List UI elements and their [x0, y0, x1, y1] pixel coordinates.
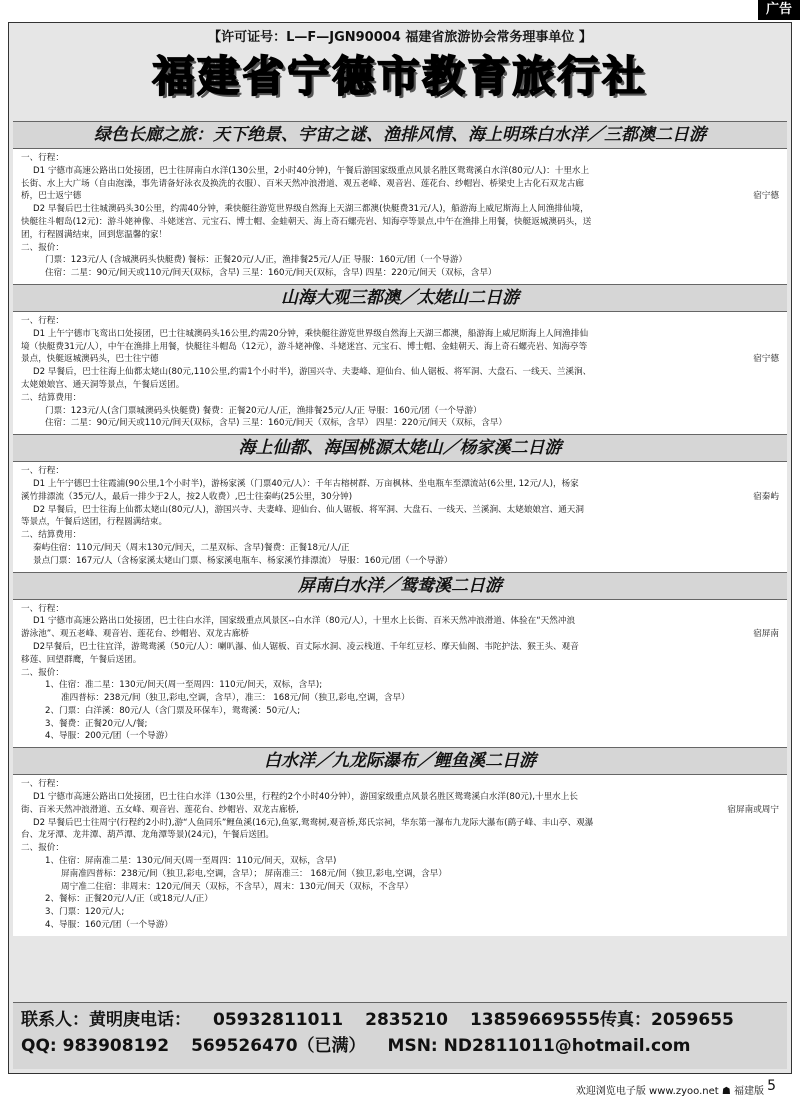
title-bar	[9, 51, 791, 101]
itinerary-line	[21, 615, 779, 628]
line-text: 住宿：二星：90元/间天或110元/间天(双标，含早) 三星：160元/间天(双标，含早) 四星：220元/间天（双标，含早）	[45, 268, 497, 279]
license-line: 【许可证号：L—F—JGN90004 福建省旅游协会常务理事单位 】	[208, 30, 592, 45]
line-text: 3、餐费：正餐20元/人/餐;	[45, 718, 148, 729]
itinerary-line	[21, 328, 779, 341]
itinerary-line	[21, 791, 779, 804]
itinerary-line	[21, 705, 779, 718]
line-text: 1、住宿：准二星：130元/间天(周一至周四：110元/间天，双标，含早);	[45, 680, 323, 691]
ad-frame	[8, 22, 792, 1074]
footer-text: 欢迎浏览电子版 www.zyoo.net ☗ 福建版	[575, 1086, 764, 1097]
line-text: 二、报价：	[21, 843, 64, 854]
itinerary-line	[21, 366, 779, 379]
line-text: D1 宁德市高速公路出口处接团，巴士往白水洋（130公里，行程约2个小时40分钟），游国家级重点风景名胜区鸳鸯溪白水洋(80元),十里水上长	[33, 792, 578, 803]
line-text: 二、报价：	[21, 242, 64, 253]
page-number: 5	[767, 1078, 776, 1094]
line-text: 住宿：二星：90元/间天或110元/间天(双标，含早) 三星：160元/间天（双标，含早） 四星：220元/间天（双标，含早）	[45, 418, 508, 429]
line-text: D2 早餐后巴士往城澳码头30公里，约需40分钟，乘快艇往游览世界级自然海上天湖三都澳(快艇费31元/人)，船游海上威尼斯海上人间渔排仙境，	[33, 204, 589, 215]
line-text: 1、住宿：屏南准二星：130元/间天(周一至周四：110元/间天，双标，含早)	[45, 856, 337, 867]
itinerary-line	[21, 190, 779, 203]
tour-section	[9, 572, 791, 748]
msn: MSN: ND2811011@hotmail.com	[387, 1036, 691, 1056]
itinerary-line	[21, 778, 779, 791]
page-footer	[0, 1076, 800, 1100]
line-text: 一、行程：	[21, 315, 64, 326]
overnight-note: 宿宁德	[753, 191, 779, 202]
line-text: 太姥娘娘宫、通天洞等景点，午餐后送团。	[21, 379, 185, 390]
itinerary-line	[21, 178, 779, 191]
section-title: 白水洋／九龙际瀑布／鲤鱼溪二日游	[13, 747, 787, 775]
line-text: 屏南准四普标：238元/间（独卫,彩电,空调，含早）； 屏南准三： 168元/间（独卫,彩电,空调，含早）	[61, 868, 447, 879]
line-text: 二、结算费用：	[21, 530, 82, 541]
itinerary-line	[21, 881, 779, 894]
itinerary-line	[21, 267, 779, 280]
itinerary-line	[21, 692, 779, 705]
line-text: 二、结算费用：	[21, 392, 82, 403]
contact-block	[13, 1002, 787, 1069]
contact-label: 联系人：黄明庚电话：	[21, 1010, 191, 1030]
line-text: 4、导服：200元/团（一个导游）	[45, 731, 173, 742]
itinerary-line	[21, 229, 779, 242]
line-text: 一、行程：	[21, 466, 64, 477]
line-text: 周宁准二住宿：非周末：120元/间天（双标，不含早），周末：130元/间天（双标，不含早）	[61, 881, 414, 892]
itinerary-line	[21, 341, 779, 354]
section-title: 绿色长廊之旅：天下绝景、宇宙之谜、渔排风情、海上明珠白水洋／三都澳二日游	[13, 121, 787, 149]
itinerary-line	[21, 465, 779, 478]
itinerary-line	[21, 504, 779, 517]
line-text: 团，行程圆满结束，回到您温馨的家！	[21, 229, 168, 240]
line-text: 台、龙牙潭、龙井潭、葫芦潭、龙角潭等景)(24元)，午餐后送团。	[21, 830, 275, 841]
tour-sections	[9, 121, 791, 936]
line-text: 门票：123元/人 (含城澳码头快艇费) 餐标：正餐20元/人/正，渔排餐25元/人/正 导服：160元/团（一个导游）	[45, 255, 468, 266]
line-text: 二、报价：	[21, 667, 64, 678]
line-text: 一、行程：	[21, 779, 64, 790]
section-title: 海上仙都、海国桃源太姥山／杨家溪二日游	[13, 434, 787, 462]
itinerary-line	[21, 628, 779, 641]
section-body	[13, 312, 787, 434]
itinerary-line	[21, 242, 779, 255]
itinerary-line	[21, 529, 779, 542]
overnight-note: 宿屏南	[753, 629, 779, 640]
line-text: 快艇往斗帽岛(12元)：游斗姥神像、斗姥迷宫、元宝石、博士帽、金蛙朝天、海上奇石螺壳岩、知海亭等景点,中午在渔排上用餐，快艇返城澳码头，送	[21, 216, 592, 227]
line-text: D2 早餐后巴士往周宁(行程约2小时),游“人鱼同乐”鲤鱼溪(16元),鱼冢,鸳鸯树,观音桥,郑氏宗祠，华东第一瀑布九龙际大瀑布(鹞子峰、丰山亭、观瀑	[33, 817, 594, 828]
itinerary-line	[21, 152, 779, 165]
itinerary-line	[21, 405, 779, 418]
itinerary-line	[21, 919, 779, 932]
phone-2: 2835210	[365, 1010, 448, 1030]
line-text: 景点，快艇返城澳码头，巴士往宁德	[21, 354, 159, 365]
section-body	[13, 775, 787, 936]
ad-tag: 广告	[758, 0, 800, 20]
contact-row-phone	[21, 1007, 779, 1033]
qq-1: QQ: 983908192	[21, 1036, 170, 1056]
line-text: 景点门票：167元/人（含杨家溪太姥山门票、杨家溪电瓶车、杨家溪竹排漂流） 导服：160元/团（一个导游）	[33, 555, 453, 566]
line-text: 2、餐标：正餐20元/人/正（或18元/人/正）	[45, 894, 213, 905]
itinerary-line	[21, 555, 779, 568]
itinerary-line	[21, 667, 779, 680]
itinerary-line	[21, 254, 779, 267]
contact-row-im	[21, 1033, 779, 1059]
line-text: D1 宁德市高速公路出口处接团，巴士往白水洋，国家级重点风景区--白水洋（80元/人），十里水上长街、百米天然冲浪滑道、体验在“天然冲浪	[33, 616, 576, 627]
itinerary-line	[21, 855, 779, 868]
itinerary-line	[21, 817, 779, 830]
itinerary-line	[21, 491, 779, 504]
line-text: 境（快艇费31元/人），中午在渔排上用餐，快艇往斗帽岛（12元），游斗姥神像、斗姥迷宫、元宝石、博士帽、金蛙朝天、海上奇石螺壳岩、知海亭等	[21, 341, 588, 352]
tour-section	[9, 121, 791, 284]
overnight-note: 宿屏南或周宁	[727, 804, 779, 815]
line-text: D2 早餐后，巴士往海上仙都太姥山(80元/人)，游国兴寺、夫妻峰、迎仙台、仙人锯板、将军洞、大盘石、一线天、兰溪涧、太姥娘娘宫、通天洞	[33, 504, 584, 515]
overnight-note: 宿宁德	[753, 354, 779, 365]
line-text: 秦屿住宿：110元/间天（周末130元/间天，二星双标、含早)餐费：正餐18元/人/正	[33, 542, 350, 553]
line-text: 4、导服：160元/团（一个导游）	[45, 920, 173, 931]
itinerary-line	[21, 654, 779, 667]
itinerary-line	[21, 516, 779, 529]
itinerary-line	[21, 203, 779, 216]
itinerary-line	[21, 804, 779, 817]
line-text: D2 早餐后，巴士往海上仙都太姥山(80元,110公里,约需1个小时半)，游国兴寺、夫妻峰、迎仙台、仙人锯板、将军洞、大盘石、一线天、兰溪涧、	[33, 367, 592, 378]
overnight-note: 宿秦屿	[753, 491, 779, 502]
qq-2: 569526470（已满）	[191, 1036, 366, 1056]
phone-3-fax: 13859669555传真：2059655	[469, 1010, 734, 1030]
itinerary-line	[21, 216, 779, 229]
line-text: D2早餐后，巴士往宜洋，游鸳鸯溪（50元/人）：喇叭瀑、仙人锯板、百丈际水洞、凌云栈道、千年红豆杉、摩天仙阁、韦陀护法、猴王头、观音	[33, 641, 579, 652]
line-text: 移莲、回望群鹰，午餐后送团。	[21, 654, 142, 665]
itinerary-line	[21, 893, 779, 906]
line-text: 2、门票：白洋溪：80元/人（含门票及环保车），鸳鸯溪：50元/人;	[45, 705, 301, 716]
itinerary-line	[21, 718, 779, 731]
itinerary-line	[21, 829, 779, 842]
section-body	[13, 149, 787, 284]
itinerary-line	[21, 165, 779, 178]
itinerary-line	[21, 679, 779, 692]
itinerary-line	[21, 730, 779, 743]
itinerary-line	[21, 641, 779, 654]
itinerary-line	[21, 478, 779, 491]
itinerary-line	[21, 603, 779, 616]
tour-section	[9, 284, 791, 434]
line-text: D1 上午宁德市飞鸾出口处接团，巴士往城澳码头16公里,约需20分钟，乘快艇往游览世界级自然海上天湖三都澳，船游海上威尼斯海上人间渔排仙	[33, 328, 589, 339]
itinerary-line	[21, 392, 779, 405]
itinerary-line	[21, 417, 779, 430]
tour-section	[9, 434, 791, 571]
phone-1: 05932811011	[213, 1010, 344, 1030]
section-title: 山海大观三都澳／太姥山二日游	[13, 284, 787, 312]
line-text: 准四普标：238元/间（独卫,彩电,空调，含早），准三： 168元/间（独卫,彩电,空调，含早）	[61, 693, 410, 704]
section-body	[13, 600, 787, 748]
itinerary-line	[21, 353, 779, 366]
line-text: 门票：123元/人(含门票城澳码头快艇费) 餐费：正餐20元/人/正，渔排餐25元/人/正 导服：160元/团（一个导游）	[45, 405, 482, 416]
line-text: D1 宁德市高速公路出口处接团，巴士往屏南白水洋(130公里，2小时40分钟)，午餐后游国家级重点风景名胜区鸳鸯溪白水洋(80元/人)：十里水上	[33, 165, 590, 176]
section-title: 屏南白水洋／鸳鸯溪二日游	[13, 572, 787, 600]
line-text: 游泳池”、观五老峰、观音岩、莲花台、纱帽岩、双龙古廊桥	[21, 629, 249, 640]
page-title: 福建省宁德市教育旅行社	[152, 52, 648, 101]
line-text: 长街、水上大广场（自由泡澡，事先请备好泳衣及换洗的衣服）、百米天然冲浪滑道、观五老峰、观音岩、莲花台、纱帽岩、桥梁史上古化石双龙古廊	[21, 178, 584, 189]
itinerary-line	[21, 868, 779, 881]
itinerary-line	[21, 379, 779, 392]
itinerary-line	[21, 842, 779, 855]
line-text: 桥，巴士返宁德	[21, 191, 82, 202]
line-text: 3、门票：120元/人;	[45, 907, 125, 918]
line-text: 一、行程：	[21, 603, 64, 614]
line-text: D1 上午宁德巴士往霞浦(90公里,1个小时半)，游杨家溪（门票40元/人）：千年古榕树群、万亩枫林、坐电瓶车至漂流站(6公里, 12元/人)，杨家	[33, 478, 579, 489]
itinerary-line	[21, 906, 779, 919]
itinerary-line	[21, 542, 779, 555]
itinerary-line	[21, 315, 779, 328]
line-text: 等景点，午餐后送团，行程圆满结束。	[21, 517, 168, 528]
line-text: 街、百米天然冲浪滑道、五女峰、观音岩、莲花台、纱帽岩、双龙古廊桥,	[21, 804, 299, 815]
section-body	[13, 462, 787, 571]
line-text: 溪竹排漂流（35元/人，最后一排少于2人，按2人收费）,巴士往秦屿(25公里，30分钟)	[21, 491, 353, 502]
tour-section	[9, 747, 791, 936]
line-text: 一、行程：	[21, 153, 64, 163]
